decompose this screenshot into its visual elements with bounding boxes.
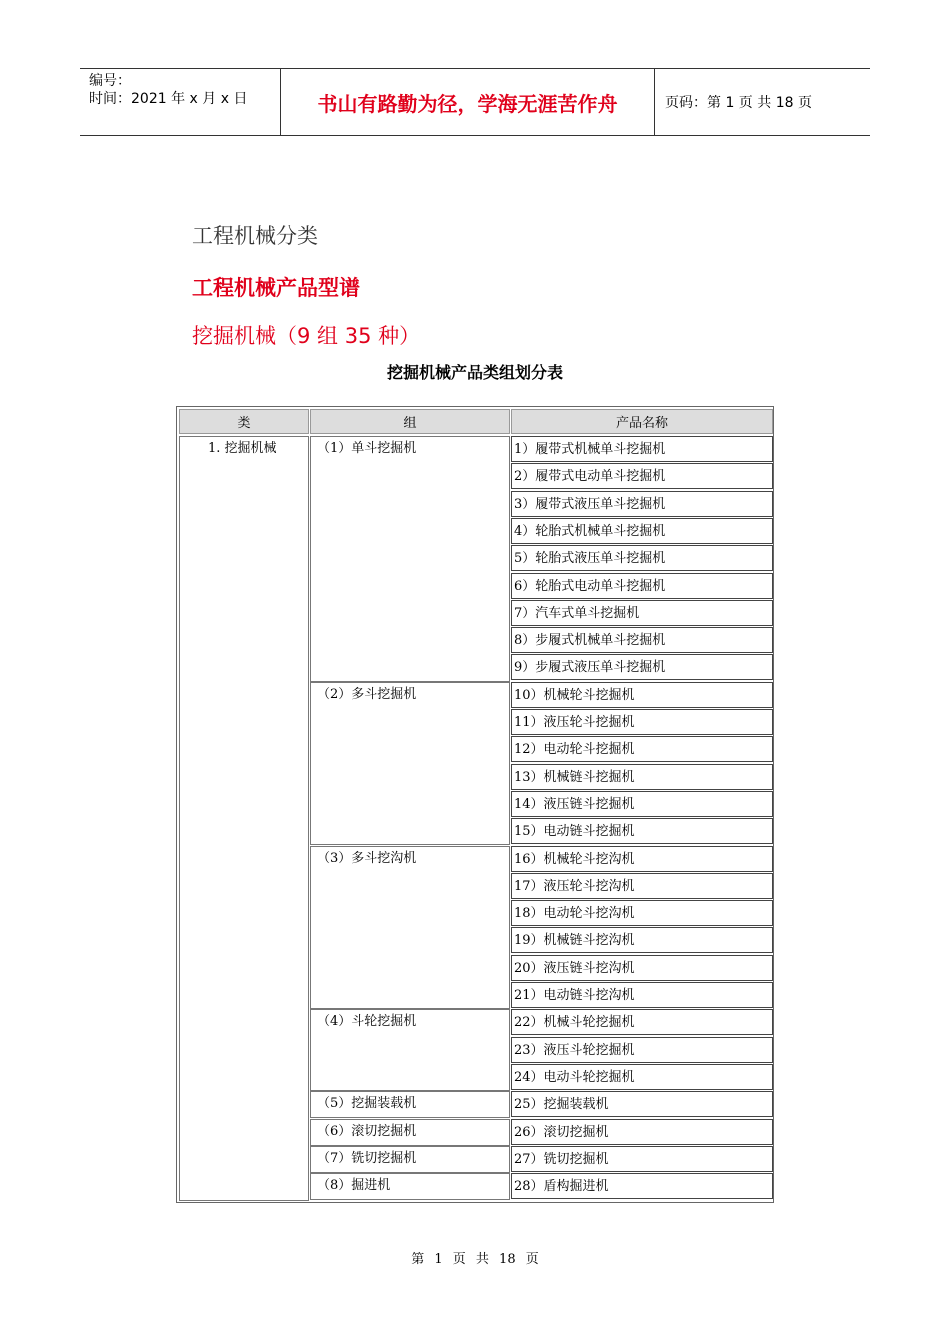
product-cell: 16）机械轮斗挖沟机	[511, 846, 773, 872]
category-cell: 1. 挖掘机械	[179, 436, 309, 1201]
group-cell: （1）单斗挖掘机	[310, 436, 510, 682]
group-cell: （7）铣切挖掘机	[310, 1146, 510, 1173]
product-cell: 18）电动轮斗挖沟机	[511, 900, 773, 926]
classification-table	[176, 406, 774, 1203]
product-cell: 25）挖掘装载机	[511, 1091, 773, 1117]
group-cell: （5）挖掘装载机	[310, 1091, 510, 1118]
product-cell: 26）滚切挖掘机	[511, 1119, 773, 1145]
product-cell: 2）履带式电动单斗挖掘机	[511, 463, 773, 489]
heading-product-spectrum: 工程机械产品型谱	[192, 276, 360, 300]
header-page-info: 页码：第 1 页 共 18 页	[665, 95, 812, 111]
column-header-category: 类	[179, 409, 309, 434]
product-cell: 19）机械链斗挖沟机	[511, 927, 773, 953]
group-cell: （2）多斗挖掘机	[310, 682, 510, 846]
column-header-group: 组	[310, 409, 510, 434]
product-cell: 17）液压轮斗挖沟机	[511, 873, 773, 899]
page-header	[80, 68, 870, 136]
product-cell: 14）液压链斗挖掘机	[511, 791, 773, 817]
product-cell: 10）机械轮斗挖掘机	[511, 682, 773, 708]
time-label: 时间：2021 年 x 月 x 日	[89, 91, 248, 107]
heading-classification: 工程机械分类	[192, 224, 318, 248]
product-cell: 7）汽车式单斗挖掘机	[511, 600, 773, 626]
table-title: 挖掘机械产品类组划分表	[386, 363, 563, 382]
heading-excavation: 挖掘机械（9 组 35 种）	[192, 324, 421, 348]
product-cell: 13）机械链斗挖掘机	[511, 764, 773, 790]
product-cell: 23）液压斗轮挖掘机	[511, 1037, 773, 1063]
page-footer: 第 1 页 共 18 页	[411, 1252, 539, 1267]
product-cell: 8）步履式机械单斗挖掘机	[511, 627, 773, 653]
product-cell: 21）电动链斗挖沟机	[511, 982, 773, 1008]
group-cell: （4）斗轮挖掘机	[310, 1009, 510, 1091]
column-header-product: 产品名称	[511, 409, 773, 434]
product-cell: 20）液压链斗挖沟机	[511, 955, 773, 981]
product-cell: 15）电动链斗挖掘机	[511, 818, 773, 844]
group-cell: （8）掘进机	[310, 1173, 510, 1200]
header-meta	[80, 69, 281, 135]
product-cell: 6）轮胎式电动单斗挖掘机	[511, 573, 773, 599]
product-cell: 3）履带式液压单斗挖掘机	[511, 491, 773, 517]
group-cell: （6）滚切挖掘机	[310, 1119, 510, 1146]
product-cell: 27）铣切挖掘机	[511, 1146, 773, 1172]
number-label: 编号：	[89, 73, 131, 89]
header-motto: 书山有路勤为径，学海无涯苦作舟	[281, 69, 655, 135]
product-cell: 9）步履式液压单斗挖掘机	[511, 654, 773, 680]
product-cell: 4）轮胎式机械单斗挖掘机	[511, 518, 773, 544]
product-cell: 1）履带式机械单斗挖掘机	[511, 436, 773, 462]
product-cell: 24）电动斗轮挖掘机	[511, 1064, 773, 1090]
product-cell: 5）轮胎式液压单斗挖掘机	[511, 545, 773, 571]
product-cell: 22）机械斗轮挖掘机	[511, 1009, 773, 1035]
product-cell: 11）液压轮斗挖掘机	[511, 709, 773, 735]
product-cell: 12）电动轮斗挖掘机	[511, 736, 773, 762]
group-cell: （3）多斗挖沟机	[310, 846, 510, 1010]
product-cell: 28）盾构掘进机	[511, 1173, 773, 1199]
